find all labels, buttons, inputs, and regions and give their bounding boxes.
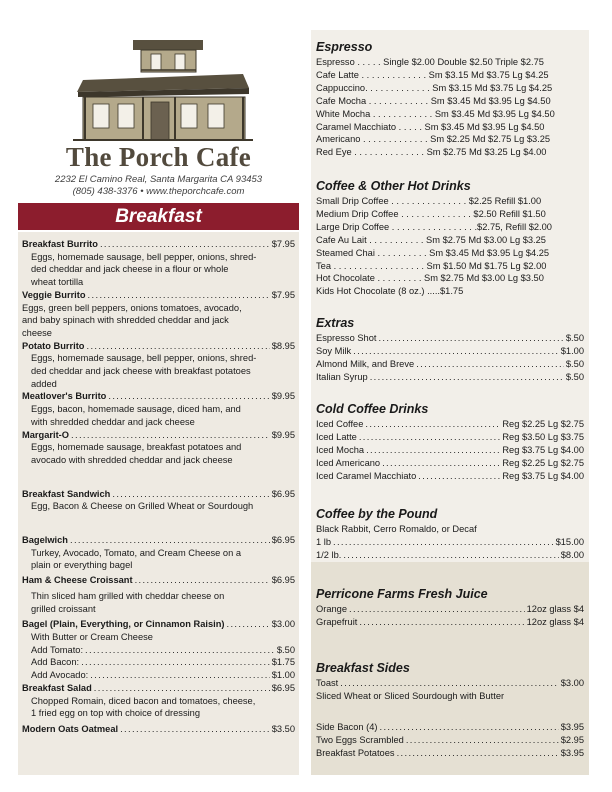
addon-name: Add Avocado: (31, 670, 89, 681)
item-price: $3.95 (560, 747, 584, 758)
item-name: Iced Coffee (316, 419, 364, 429)
item-name: Iced Americano (316, 457, 381, 468)
pound-item (316, 536, 584, 549)
extra-item (316, 371, 584, 384)
section-title: Extras (316, 316, 355, 330)
item-name: Breakfast Potatoes (316, 747, 395, 758)
item-name: Toast (316, 678, 339, 688)
coffee-by-pound-section (316, 506, 584, 562)
drink-line: Cafe Au Lait . . . . . . . . . . . Sm $2.75 Md $3.00 Lg $3.25 (316, 234, 546, 245)
breakfast-sides-section (316, 660, 584, 760)
item-name: Two Eggs Scrambled (316, 734, 404, 745)
extra-item (316, 345, 584, 358)
item-price: $6.95 (271, 488, 295, 499)
item-name: 1/2 lb. (316, 549, 342, 560)
item-price: $7.95 (271, 239, 295, 249)
cold-drink-item (316, 444, 584, 457)
menu-item-ham-cheese-croissant (22, 574, 295, 587)
addon-price: $.50 (276, 644, 295, 655)
item-name: Orange (316, 604, 348, 614)
item-description: plain or everything bagel (31, 560, 133, 571)
item-description: Thin sliced ham grilled with cheddar cheese on (31, 590, 225, 601)
item-description: Turkey, Avocado, Tomato, and Cream Cheese on a (31, 547, 241, 558)
drink-line: Large Drip Coffee . . . . . . . . . . . . . . . . .$2.75, Refill $2.00 (316, 221, 552, 232)
side-item (316, 721, 584, 734)
item-description: Sliced Wheat or Sliced Sourdough with Butter (316, 690, 505, 701)
menu-item-veggie-burrito (22, 289, 295, 302)
drink-line: Red Eye . . . . . . . . . . . . . . Sm $2.75 Md $3.25 Lg $4.00 (316, 147, 547, 158)
item-name: Breakfast Sandwich (22, 488, 111, 499)
addon-price: $1.75 (271, 657, 295, 668)
cold-drink-item (316, 457, 584, 470)
breakfast-list (22, 238, 295, 736)
drink-line: Cafe Mocha . . . . . . . . . . . . Sm $3.45 Md $3.95 Lg $4.50 (316, 95, 551, 106)
item-description: Eggs, green bell peppers, onions tomatoes, avocado, (22, 302, 242, 313)
cold-drink-item (316, 470, 584, 483)
drink-line: Hot Chocolate . . . . . . . . . Sm $2.75 Md $3.00 Lg $3.50 (316, 273, 544, 284)
item-name: Meatlover's Burrito (22, 391, 107, 402)
item-name: Espresso Shot (316, 333, 377, 343)
item-name: Bagelwich (22, 535, 68, 546)
item-price: $7.95 (271, 289, 295, 300)
menu-item-breakfast-burrito (22, 238, 295, 251)
item-name: 1 lb (316, 536, 331, 547)
item-price: Reg $3.75 Lg $4.00 (502, 470, 584, 481)
item-price: $3.95 (560, 721, 584, 732)
item-name: Almond Milk, and Breve (316, 358, 415, 369)
item-price: Reg $2.25 Lg $2.75 (502, 457, 584, 468)
item-description: and baby spinach with shredded cheddar and jack (22, 315, 229, 326)
item-price: $1.00 (560, 345, 584, 356)
side-item (316, 747, 584, 760)
menu-item-meatlovers-burrito (22, 390, 295, 403)
side-item-toast (316, 677, 584, 690)
item-description: ded cheddar and jack cheese with breakfast potatoes (31, 366, 251, 377)
item-price: $3.50 (271, 723, 295, 734)
cold-drink-item (316, 418, 584, 431)
item-description: Eggs, homemade sausage, bell pepper, onions, shred- (31, 251, 257, 262)
section-title: Perricone Farms Fresh Juice (316, 587, 488, 601)
drink-line: Espresso . . . . . Single $2.00 Double $2.50 Triple $2.75 (316, 57, 544, 67)
item-name: Ham & Cheese Croissant (22, 575, 133, 586)
drink-line: Tea . . . . . . . . . . . . . . . . . . Sm $1.50 Md $1.75 Lg $2.00 (316, 260, 547, 271)
section-title: Coffee & Other Hot Drinks (316, 179, 471, 193)
drink-line: Cappuccino. . . . . . . . . . . . . Sm $3.15 Md $3.75 Lg $4.25 (316, 82, 553, 93)
item-description: Egg, Bacon & Cheese on Grilled Wheat or Sourdough (31, 501, 254, 512)
left-column (18, 0, 299, 792)
section-title: Cold Coffee Drinks (316, 402, 429, 416)
drink-line: Small Drip Coffee . . . . . . . . . . . . . . . $2.25 Refill $1.00 (316, 196, 542, 206)
juice-item (316, 603, 584, 616)
item-name: Potato Burrito (22, 340, 85, 351)
brand-address: 2232 El Camino Real, Santa Margarita CA 93453 (54, 174, 263, 185)
item-name: Margarit-O (22, 429, 70, 440)
menu-item-breakfast-salad (22, 682, 295, 695)
cold-coffee-section (316, 401, 584, 483)
breakfast-header: Breakfast (18, 203, 299, 230)
item-description: wheat tortilla (31, 277, 84, 288)
section-title: Espresso (316, 40, 373, 54)
item-price: $2.95 (560, 734, 584, 745)
porch-cafe-building-logo (63, 22, 263, 142)
item-price: $6.95 (271, 535, 295, 546)
item-price: 12oz glass $4 (526, 604, 584, 614)
section-subtitle: Black Rabbit, Cerro Romaldo, or Decaf (316, 524, 477, 534)
item-price: $9.95 (271, 391, 295, 402)
drink-line: White Mocha . . . . . . . . . . . . Sm $3.45 Md $3.95 Lg $4.50 (316, 108, 555, 119)
hot-drinks-section (316, 178, 584, 298)
addon-tomato (22, 644, 295, 657)
extra-item (316, 332, 584, 345)
item-description: Eggs, homemade sausage, bell pepper, onions, shred- (31, 353, 257, 364)
item-name: Veggie Burrito (22, 289, 86, 300)
section-title: Breakfast Sides (316, 661, 410, 675)
drink-line: Steamed Chai . . . . . . . . . . Sm $3.45 Md $3.95 Lg $4.25 (316, 247, 550, 258)
item-name: Breakfast Burrito (22, 239, 98, 249)
drink-line: Kids Hot Chocolate (8 oz.) .....$1.75 (316, 286, 464, 297)
menu-item-bagel (22, 618, 295, 631)
item-price: 12oz glass $4 (526, 616, 584, 627)
drink-line: Americano . . . . . . . . . . . . . Sm $2.25 Md $2.75 Lg $3.25 (316, 134, 551, 145)
espresso-section (316, 39, 584, 159)
item-description: added (31, 378, 57, 389)
item-name: Soy Milk (316, 345, 352, 356)
addon-price: $1.00 (271, 670, 295, 681)
item-description: grilled croissant (31, 603, 96, 614)
drink-line: Caramel Macchiato . . . . . Sm $3.45 Md $3.95 Lg $4.50 (316, 121, 545, 132)
menu-item-margarit-o (22, 429, 295, 442)
drink-line: Medium Drip Coffee . . . . . . . . . . . . . . $2.50 Refill $1.50 (316, 208, 546, 219)
item-price: Reg $3.75 Lg $4.00 (502, 444, 584, 455)
item-description: With Butter or Cream Cheese (31, 631, 153, 642)
pound-item (316, 549, 584, 562)
item-name: Modern Oats Oatmeal (22, 723, 119, 734)
addon-bacon (22, 656, 295, 669)
item-description: avocado with shredded cheddar and jack cheese (31, 454, 233, 465)
brand-contact: (805) 438-3376 • www.theporchcafe.com (72, 186, 245, 197)
item-name: Side Bacon (4) (316, 721, 378, 732)
extra-item (316, 358, 584, 371)
item-price: $.50 (565, 371, 584, 382)
item-price: $9.95 (271, 429, 295, 440)
item-description: Eggs, homemade sausage, breakfast potatoes and (31, 442, 242, 453)
item-price: $8.95 (271, 340, 295, 351)
item-price: $3.00 (560, 678, 584, 688)
item-price: $.50 (565, 333, 584, 343)
addon-name: Add Tomato: (31, 644, 84, 655)
item-description: with shredded cheddar and jack cheese (31, 416, 195, 427)
item-name: Bagel (Plain, Everything, or Cinnamon Raisin) (22, 619, 225, 630)
item-description: Chopped Romain, diced bacon and tomatoes, cheese, (31, 695, 256, 706)
item-price: $6.95 (271, 575, 295, 586)
item-description: Eggs, bacon, homemade sausage, diced ham, and (31, 404, 241, 415)
item-price: Reg $2.25 Lg $2.75 (502, 419, 584, 429)
item-price: $8.00 (560, 549, 584, 560)
item-price: $6.95 (271, 682, 295, 693)
menu-item-oatmeal (22, 723, 295, 736)
addon-avocado (22, 669, 295, 682)
item-description: cheese (22, 327, 52, 338)
item-name: Italian Syrup (316, 371, 368, 382)
juice-section (316, 586, 584, 629)
item-name: Iced Caramel Macchiato (316, 470, 417, 481)
menu-item-bagelwich (22, 534, 295, 547)
item-name: Iced Latte (316, 431, 357, 442)
item-description: ded cheddar and jack cheese in a flour or whole (31, 264, 229, 275)
item-name: Grapefruit (316, 616, 358, 627)
menu-item-potato-burrito (22, 340, 295, 353)
cold-drink-item (316, 431, 584, 444)
item-price: $.50 (565, 358, 584, 369)
item-price: $3.00 (271, 619, 295, 630)
extras-section (316, 315, 584, 384)
brand-name: The Porch Cafe (65, 142, 252, 172)
item-price: $15.00 (555, 536, 584, 547)
menu-item-breakfast-sandwich (22, 488, 295, 501)
drink-line: Cafe Latte . . . . . . . . . . . . . Sm $3.15 Md $3.75 Lg $4.25 (316, 69, 549, 80)
item-description: 1 fried egg on top with choice of dressing (31, 708, 200, 719)
item-price: Reg $3.50 Lg $3.75 (502, 431, 584, 442)
section-title: Coffee by the Pound (316, 507, 438, 521)
item-name: Iced Mocha (316, 444, 365, 455)
right-column (311, 0, 589, 792)
side-item (316, 734, 584, 747)
juice-item (316, 616, 584, 629)
item-name: Breakfast Salad (22, 682, 92, 693)
addon-name: Add Bacon: (31, 657, 80, 668)
